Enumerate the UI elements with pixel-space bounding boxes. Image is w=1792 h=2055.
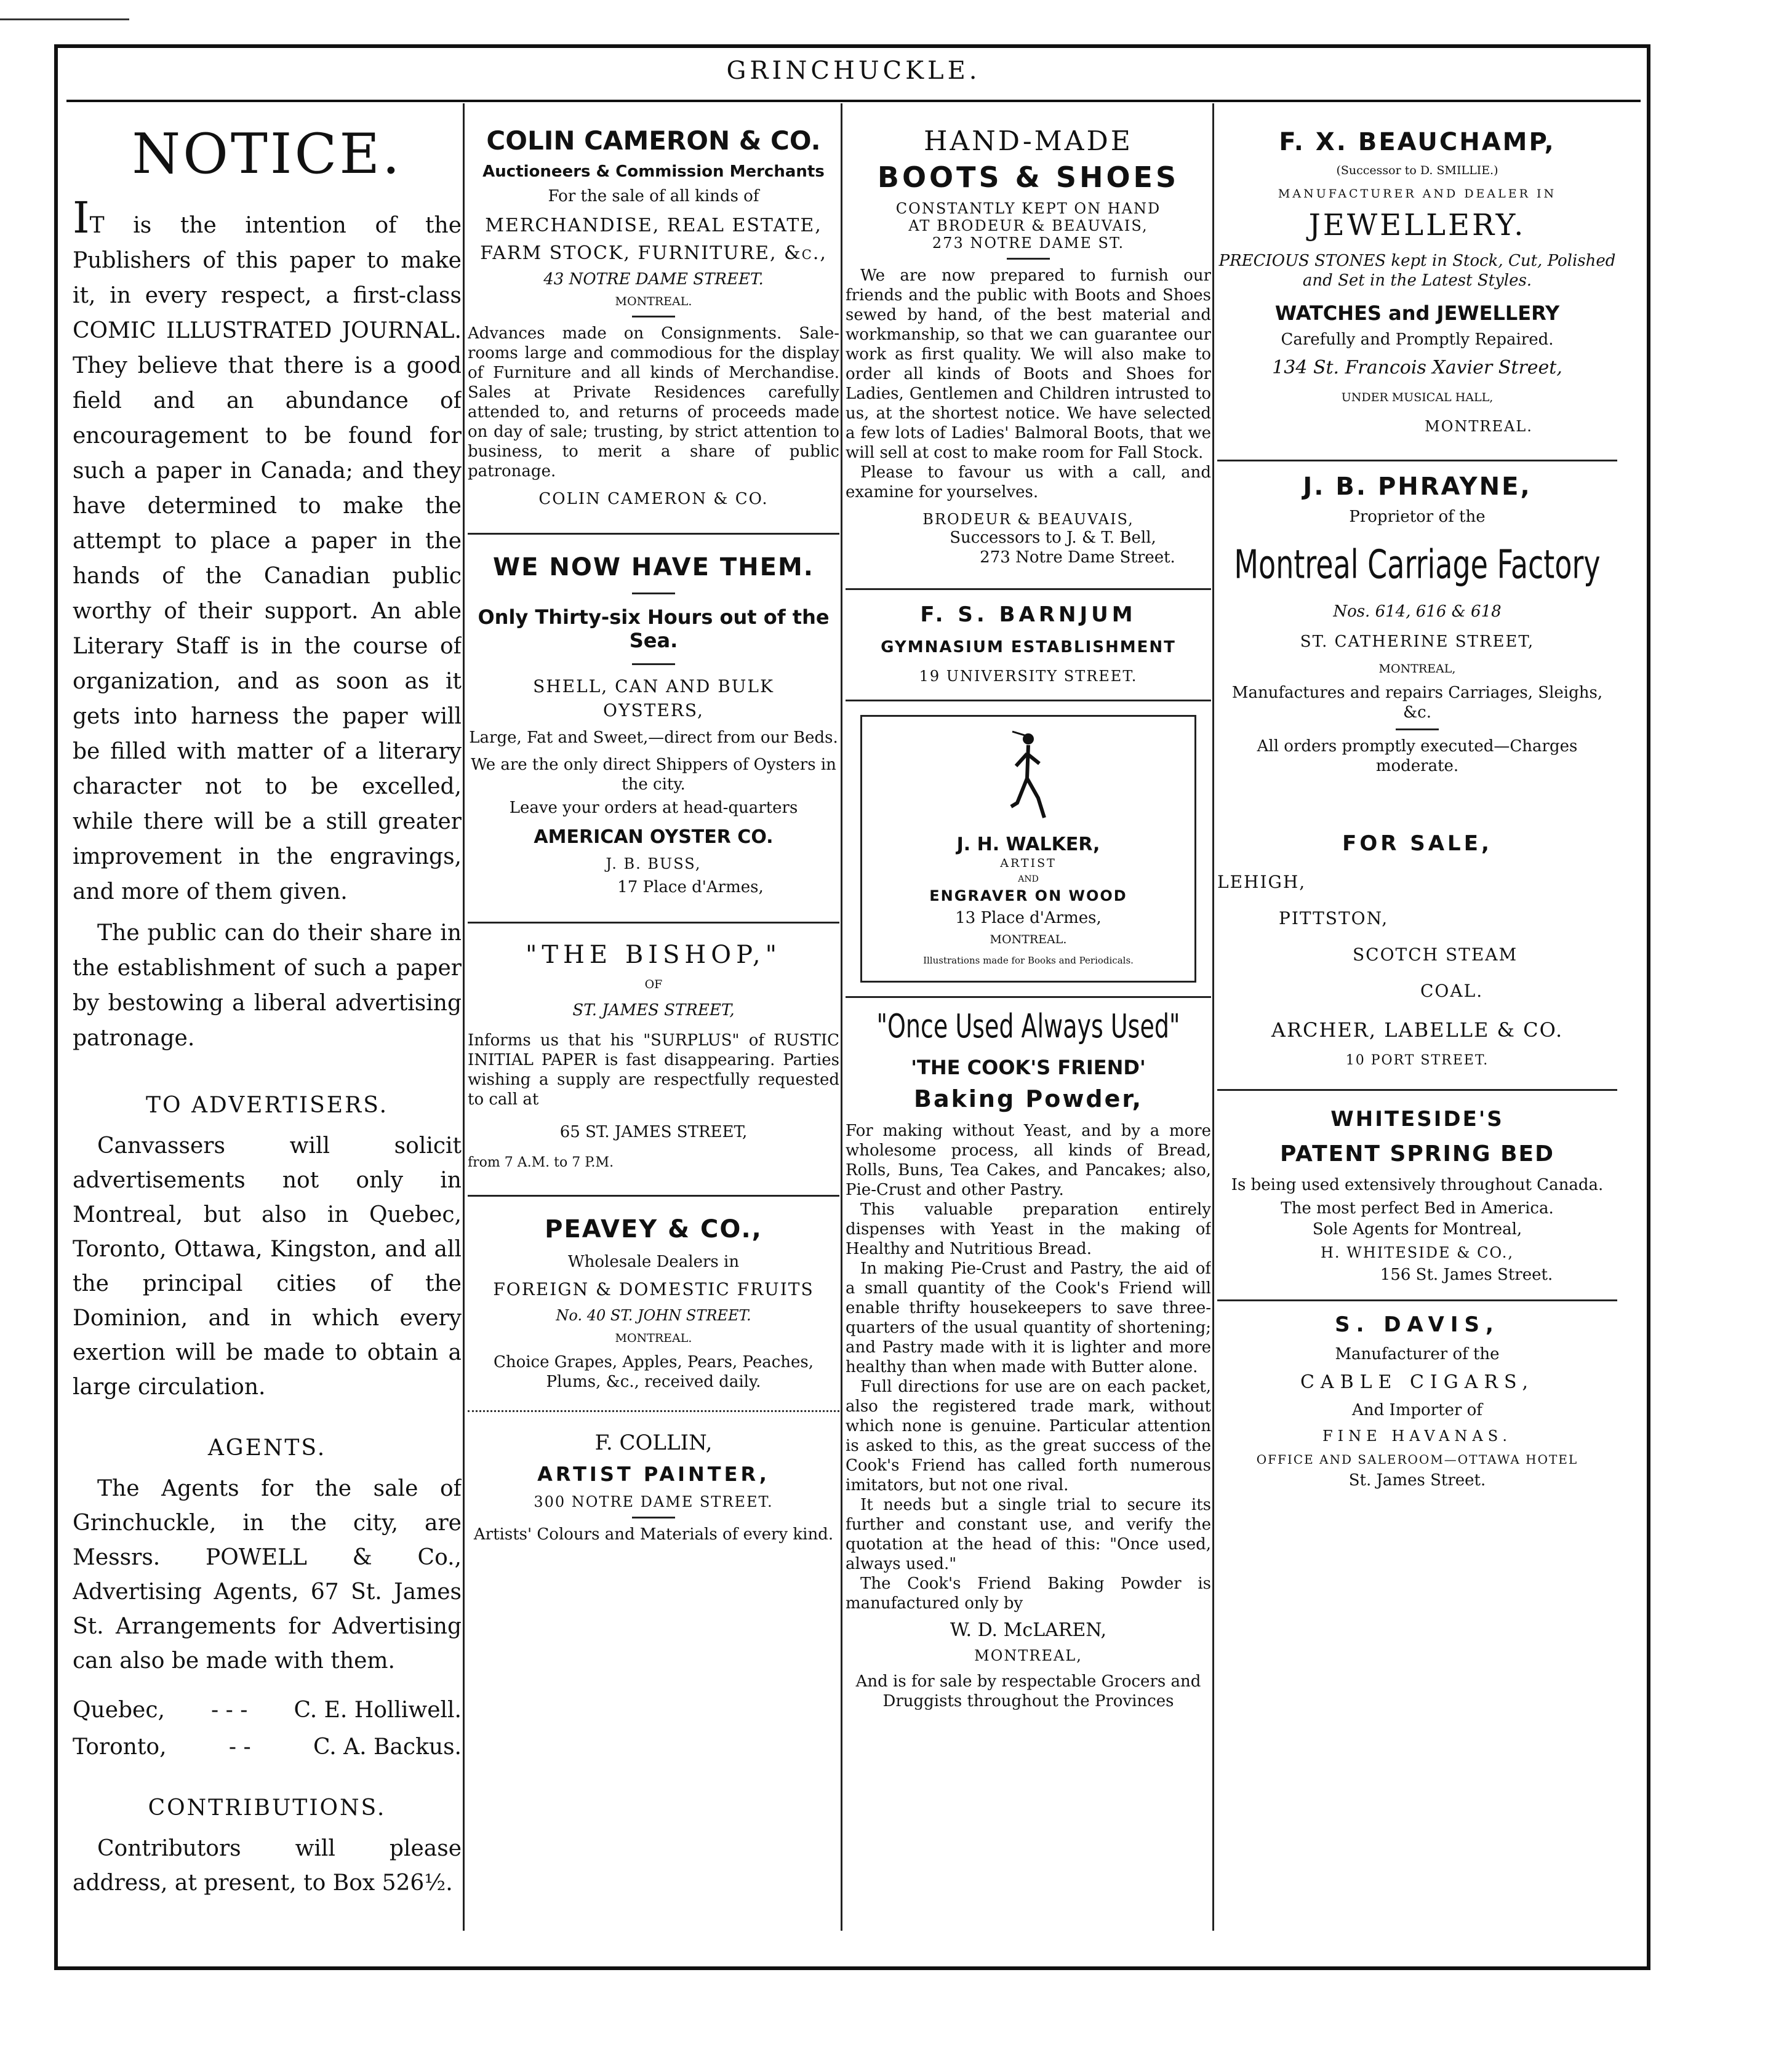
coal-firm: ARCHER, LABELLE & CO. — [1271, 1018, 1564, 1042]
coal-address: 10 PORT STREET. — [1345, 1053, 1489, 1068]
oysters-l5: Leave your orders at head-quarters — [509, 799, 798, 817]
cameron-l1: For the sale of all kinds of — [548, 187, 759, 206]
boots-l1: CONSTANTLY KEPT ON HAND — [895, 200, 1161, 217]
ad-cameron — [468, 126, 839, 508]
beauchamp-l3: PRECIOUS STONES kept in Stock, Cut, Polished and Set in the Latest Styles. — [1218, 252, 1616, 290]
peavey-name: PEAVEY & CO., — [545, 1215, 762, 1243]
column-2 — [468, 103, 839, 2016]
beauchamp-l2: JEWELLERY. — [1308, 208, 1526, 242]
column-rule-3 — [1212, 103, 1214, 1931]
ad-collin — [468, 1431, 839, 1544]
walker-artist: ARTIST — [1000, 856, 1057, 870]
ad-divider — [846, 700, 1211, 701]
ad-cooks-friend — [846, 1007, 1211, 1711]
cooks-body-5: It needs but a single trial to secure its further and constant use, and verify the quotation at the head of this: "Once used, always used." — [846, 1496, 1211, 1573]
boots-body: We are now prepared to furnish our friends and the public with Boots and Shoes sewed by hand, of the best material and workmanship, so that we can guarantee our work as first quality. We will also make to order all kinds of Boots and Shoes for Ladies, Gentlemen and Children intrusted to us, at the shortest notice. We have selected a few lots of Ladies' Balmoral Boots, that we will sell at cost to make room for Fall Stock. — [846, 266, 1211, 462]
cameron-l2: MERCHANDISE, REAL ESTATE, — [485, 215, 822, 236]
beauchamp-l1: MANUFACTURER AND DEALER IN — [1278, 187, 1557, 201]
ad-divider — [1217, 460, 1617, 461]
ad-bishop — [468, 941, 839, 1170]
cooks-body-6: The Cook's Friend Baking Powder is manufactured only by — [846, 1574, 1211, 1613]
phrayne-l6: Manufactures and repairs Carriages, Sleighs, &c. — [1231, 684, 1603, 722]
advertisers-heading: TO ADVERTISERS. — [145, 1093, 389, 1118]
walker-city: MONTREAL. — [990, 933, 1067, 946]
oysters-l1: SHELL, CAN AND BULK — [533, 676, 774, 696]
bishop-hours: from 7 A.M. to 7 P.M. — [468, 1155, 614, 1170]
cameron-body: Advances made on Consignments. Sale-rooms large and commodious for the display of Furniture and all kinds of Merchandise. Sales at Private Residences carefully attended to, and returns of proceeds made on day of sale; trusting, by strict attention to business, to merit a share of public patronage. — [468, 324, 839, 481]
barnjum-name: F. S. BARNJUM — [920, 602, 1137, 627]
cameron-sub: Auctioneers & Commission Merchants — [482, 162, 825, 181]
coal-l2: PITTSTON, — [1279, 908, 1389, 928]
oysters-agent: J. B. BUSS, — [606, 855, 702, 872]
whiteside-h2: PATENT SPRING BED — [1279, 1141, 1555, 1167]
davis-l5: OFFICE AND SALEROOM—OTTAWA HOTEL — [1256, 1452, 1578, 1467]
davis-l6: St. James Street. — [1348, 1471, 1486, 1490]
peavey-l3: No. 40 ST. JOHN STREET. — [556, 1307, 751, 1324]
ad-boots — [846, 126, 1211, 567]
rule-short — [632, 593, 675, 594]
boots-successors: Successors to J. & T. Bell, — [950, 529, 1156, 547]
whiteside-l5: 156 St. James Street. — [1380, 1266, 1553, 1284]
phrayne-l4: ST. CATHERINE STREET, — [1300, 632, 1535, 651]
agents-body: The Agents for the sale of Grinchuckle, in the city, are Messrs. POWELL & Co., Advertising Agents, 67 St. James St. Arrangements for Advertising can also be made with them. — [73, 1476, 462, 1674]
agents-heading: AGENTS. — [207, 1435, 327, 1461]
walker-name: J. H. WALKER, — [956, 834, 1100, 855]
boots-l3: 273 NOTRE DAME ST. — [932, 234, 1125, 252]
beauchamp-l5: Carefully and Promptly Repaired. — [1281, 330, 1554, 349]
phrayne-l7: All orders promptly executed—Charges moderate. — [1257, 737, 1578, 775]
phrayne-l3: Nos. 614, 616 & 618 — [1333, 602, 1502, 621]
ad-phrayne — [1217, 473, 1617, 776]
davis-l3: And Importer of — [1352, 1401, 1482, 1419]
agent-dashes: - - — [228, 1734, 251, 1760]
top-rule — [0, 18, 129, 20]
ad-divider — [468, 1195, 839, 1197]
coal-l3: SCOTCH STEAM — [1353, 944, 1518, 965]
beauchamp-successor: (Successor to D. SMILLIE.) — [1336, 164, 1498, 177]
davis-l2: CABLE CIGARS, — [1300, 1371, 1535, 1393]
rule-short — [632, 316, 675, 317]
coal-l4: COAL. — [1420, 981, 1484, 1001]
whiteside-l2: The most perfect Bed in America. — [1281, 1199, 1554, 1218]
advertisers-body: Canvassers will solicit advertisements not only in Montreal, but also in Quebec, Toronto, Ottawa, Kingston, and all the principal cities of the Dominion, and in which every exertion will be made to obtain a large circulation. — [73, 1133, 462, 1400]
boots-body-2: Please to favour us with a call, and examine for yourselves. — [846, 463, 1211, 501]
boots-h2: BOOTS & SHOES — [877, 161, 1180, 194]
whiteside-l3: Sole Agents for Montreal, — [1312, 1220, 1522, 1239]
contributions-body: Contributors will please address, at present, to Box 526½. — [73, 1836, 462, 1896]
whiteside-l4: H. WHITESIDE & CO., — [1321, 1244, 1514, 1261]
dotted-divider — [468, 1410, 839, 1412]
oysters-l3: Large, Fat and Sweet,—direct from our Beds. — [469, 728, 838, 747]
beauchamp-l7: UNDER MUSICAL HALL, — [1341, 391, 1494, 404]
walker-and: AND — [1018, 874, 1039, 884]
column-4 — [1217, 103, 1617, 2016]
bishop-body: Informs us that his "SURPLUS" of RUSTIC INITIAL PAPER is fast disappearing. Parties wishing a supply are respectfully requested to call at — [468, 1031, 839, 1109]
ad-peavey — [468, 1215, 839, 1392]
notice-text: T is the intention of the Publishers of this paper to make it, in every respect, a first-class COMIC ILLUSTRATED JOURNAL. They believe that there is a good field and an abundance of encouragement to be found for such a paper in Canada; and they have determined to make the attempt to place a paper in the hands of the Canadian public worthy of their support. An able Literary Staff is in the course of organization, and as soon as it gets into harness the paper will be filled with matter of a literary character not to be excelled, while there will be a still greater improvement in the engravings, and more of them given. — [73, 213, 462, 904]
column-notice — [73, 103, 462, 2016]
rule-short — [1007, 258, 1050, 260]
notice-title: NOTICE. — [132, 122, 402, 186]
collin-address: 300 NOTRE DAME STREET. — [534, 1493, 774, 1510]
ad-divider — [846, 588, 1211, 590]
agent-name: C. E. Holliwell. — [294, 1698, 462, 1723]
cooks-name: 'THE COOK'S FRIEND' — [911, 1056, 1146, 1079]
rule-short — [632, 1517, 675, 1518]
cameron-name: COLIN CAMERON & CO. — [486, 126, 821, 156]
cooks-sub: Baking Powder, — [913, 1085, 1143, 1112]
cooks-city: MONTREAL, — [974, 1647, 1082, 1664]
collin-body: Artists' Colours and Materials of every kind. — [473, 1525, 834, 1544]
boots-sign: BRODEUR & BEAUVAIS, — [922, 511, 1134, 528]
column-3 — [846, 103, 1211, 2016]
notice-body — [73, 193, 462, 909]
agents-list — [73, 1692, 462, 1766]
walker-address: 13 Place d'Armes, — [955, 909, 1102, 927]
beauchamp-l4: WATCHES and JEWELLERY — [1274, 301, 1560, 325]
collin-name: F. COLLIN, — [594, 1431, 713, 1455]
bishop-street: ST. JAMES STREET, — [572, 1001, 735, 1020]
cooks-body-2: This valuable preparation entirely dispenses with Yeast in the making of Healthy and Nutritious Bread. — [846, 1200, 1211, 1258]
running-figure-icon — [1010, 729, 1047, 821]
oysters-heading: WE NOW HAVE THEM. — [493, 553, 814, 581]
agent-row — [73, 1729, 462, 1766]
peavey-l1: Wholesale Dealers in — [567, 1253, 740, 1271]
beauchamp-l6: 134 St. Francois Xavier Street, — [1272, 357, 1562, 378]
phrayne-l2: Montreal Carriage Factory — [1234, 541, 1601, 588]
cameron-l4: 43 NOTRE DAME STREET. — [543, 270, 764, 289]
peavey-l2: FOREIGN & DOMESTIC FRUITS — [493, 1279, 814, 1299]
collin-sub: ARTIST PAINTER, — [537, 1462, 770, 1486]
bishop-heading: "THE BISHOP," — [525, 941, 782, 969]
agent-row — [73, 1692, 462, 1729]
ad-oysters — [468, 553, 839, 897]
beauchamp-l8: MONTREAL. — [1425, 418, 1533, 435]
contributions-heading: CONTRIBUTIONS. — [148, 1795, 386, 1821]
rule-short — [632, 663, 675, 665]
davis-l1: Manufacturer of the — [1335, 1345, 1500, 1363]
coal-l1: LEHIGH, — [1217, 872, 1306, 892]
beauchamp-name: F. X. BEAUCHAMP, — [1279, 128, 1556, 156]
cooks-maker: W. D. McLAREN, — [950, 1619, 1107, 1641]
davis-l4: FINE HAVANAS. — [1322, 1427, 1512, 1445]
phrayne-name: J. B. PHRAYNE, — [1303, 473, 1532, 501]
phrayne-l5: MONTREAL, — [1378, 662, 1456, 676]
whiteside-h1: WHITESIDE'S — [1330, 1107, 1504, 1131]
cameron-l3: FARM STOCK, FURNITURE, &c., — [480, 242, 827, 264]
ad-coal — [1217, 831, 1617, 1068]
notice-drop-cap: I — [73, 193, 90, 243]
ad-barnjum — [846, 602, 1211, 685]
notice-body-2: The public can do their share in the establishment of such a paper by bestowing a liberal advertising patronage. — [73, 920, 462, 1051]
ad-beauchamp — [1217, 128, 1617, 435]
column-rule-2 — [841, 103, 842, 1931]
column-rule-1 — [463, 103, 465, 1931]
masthead-title: GRINCHUCKLE. — [726, 57, 981, 85]
ad-divider — [468, 533, 839, 535]
cooks-body-3: In making Pie-Crust and Pastry, the aid of a small quantity of the Cook's Friend will enable thrifty housekeepers to save three-quarters of the usual quantity of shortening; and Pastry made with it is lighter and more healthy than when made with Butter alone. — [846, 1259, 1211, 1376]
ad-divider — [468, 922, 839, 924]
peavey-l4: MONTREAL. — [615, 1331, 692, 1345]
boots-l2: AT BRODEUR & BEAUVAIS, — [908, 217, 1148, 234]
ad-divider — [1217, 1299, 1617, 1301]
masthead — [66, 48, 1641, 102]
agent-city: Toronto, — [73, 1734, 167, 1760]
barnjum-l1: GYMNASIUM ESTABLISHMENT — [881, 638, 1176, 656]
boots-address: 273 Notre Dame Street. — [980, 548, 1175, 567]
oysters-sub: Only Thirty-six Hours out of the Sea. — [478, 605, 830, 652]
boots-h1: HAND-MADE — [924, 126, 1133, 157]
rule-short — [1396, 728, 1439, 730]
ad-divider — [1217, 1089, 1617, 1091]
peavey-l5: Choice Grapes, Apples, Pears, Peaches, Plums, &c., received daily. — [493, 1353, 814, 1391]
cameron-l5: MONTREAL. — [615, 295, 692, 308]
davis-name: S. DAVIS, — [1335, 1312, 1500, 1337]
ad-divider — [846, 996, 1211, 998]
whiteside-l1: Is being used extensively throughout Canada. — [1231, 1176, 1604, 1194]
oysters-l2: OYSTERS, — [603, 700, 704, 720]
cooks-footer: And is for sale by respectable Grocers and Druggists throughout the Provinces — [855, 1672, 1201, 1710]
ad-walker — [860, 715, 1196, 983]
coal-heading: FOR SALE, — [1342, 831, 1492, 856]
walker-engraver: ENGRAVER ON WOOD — [929, 887, 1127, 904]
walker-note: Illustrations made for Books and Periodicals. — [923, 955, 1134, 966]
cooks-body: For making without Yeast, and by a more wholesome process, all kinds of Bread, Rolls, Buns, Tea Cakes, and Pancakes; also, Pie-Crust and other Pastry. — [846, 1122, 1211, 1199]
oysters-address: 17 Place d'Armes, — [617, 878, 764, 896]
ad-davis — [1217, 1312, 1617, 1490]
agent-name: C. A. Backus. — [313, 1734, 462, 1760]
agent-dashes: - - - — [211, 1698, 248, 1723]
cameron-sign: COLIN CAMERON & CO. — [538, 490, 769, 508]
bishop-of: OF — [644, 978, 663, 991]
bishop-address: 65 ST. JAMES STREET, — [559, 1123, 748, 1141]
phrayne-l1: Proprietor of the — [1349, 508, 1486, 526]
oysters-company: AMERICAN OYSTER CO. — [534, 826, 774, 848]
ad-whiteside — [1217, 1107, 1617, 1285]
cooks-body-4: Full directions for use are on each packet, also the registered trade mark, without which none is genuine. Particular attention is asked to this, as the great success of the Cook's Friend has called forth numerous imitators, but not one rival. — [846, 1378, 1211, 1494]
oysters-l4: We are the only direct Shippers of Oysters in the city. — [471, 756, 836, 794]
agent-city: Quebec, — [73, 1698, 165, 1723]
barnjum-l2: 19 UNIVERSITY STREET. — [919, 668, 1138, 685]
cooks-heading: "Once Used Always Used" — [876, 1007, 1180, 1045]
